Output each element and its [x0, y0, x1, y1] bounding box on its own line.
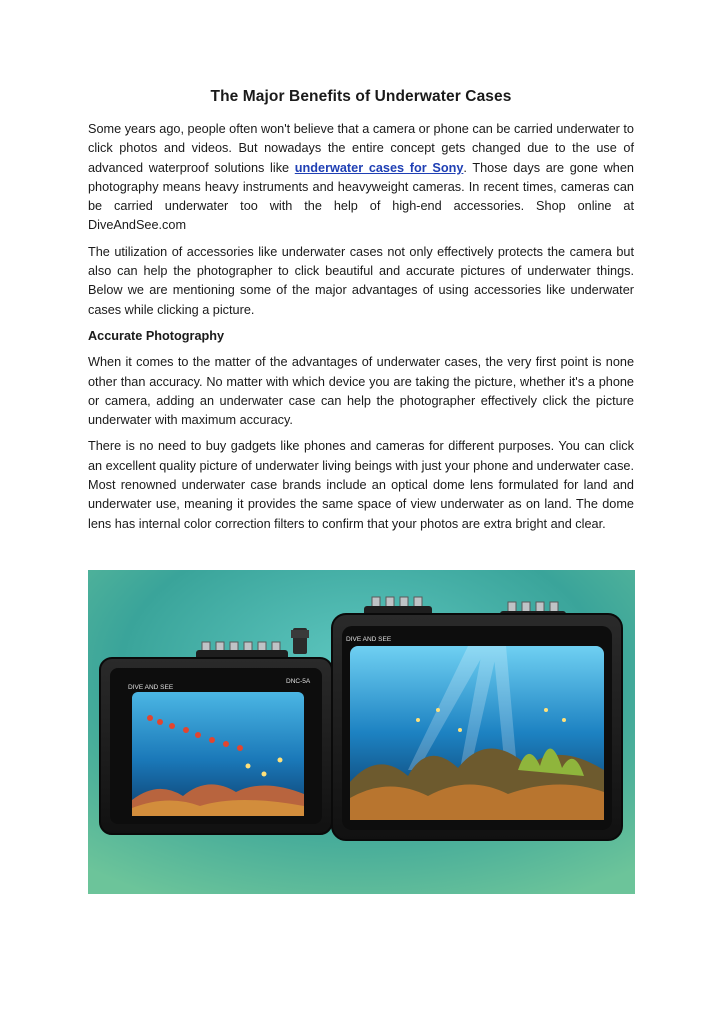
paragraph-3: When it comes to the matter of the advantages of underwater cases, the very first point is none other than accuracy. No matter with which device you are taking the picture, whether it's a phone or camera, adding an underwater case can help the photographer effectively click the picture underwater with maximum accuracy. [88, 355, 634, 428]
right-camera-case [332, 597, 622, 840]
right-case-brand: DIVE AND SEE [346, 636, 392, 643]
document-title: The Major Benefits of Underwater Cases [210, 88, 512, 105]
left-case-brand: DIVE AND SEE [128, 684, 174, 691]
section-heading: Accurate Photography [88, 328, 225, 343]
left-case-model: DNC-5A [286, 678, 311, 685]
underwater-cases-sony-link[interactable]: underwater cases for Sony [294, 160, 464, 175]
intro-paragraph [88, 120, 634, 236]
intro-text-before-link: Some years ago, people often won't believe that a camera or phone can be carried underwater to click photos and videos. But nowadays the entire concept gets changed due to the use of advanced waterproof solutions like [88, 122, 634, 175]
underwater-cases-photo [88, 570, 635, 894]
paragraph-2: The utilization of accessories like underwater cases not only effectively protects the camera but also can help the photographer to click beautiful and accurate pictures of underwater things. Below we are mentioning some of the major advantages of using accessories like underwater cases while clicking a picture. [88, 244, 634, 317]
document-body [88, 120, 634, 541]
left-camera-case [100, 628, 332, 834]
intro-text-after-link: . Those days are gone when photography means heavy instruments and heavyweight cameras. In recent times, cameras can be carried underwater too with the help of high-end accessories. Shop online at DiveAndSee.com [88, 160, 634, 233]
paragraph-4: There is no need to buy gadgets like phones and cameras for different purposes. You can click an excellent quality picture of underwater living beings with just your phone and underwater case. Most renowned underwater case brands include an optical dome lens formulated for land and underwater use, meaning it provides the same space of view underwater as on land. The dome lens has internal color correction filters to confirm that your photos are extra bright and clear. [88, 439, 634, 531]
